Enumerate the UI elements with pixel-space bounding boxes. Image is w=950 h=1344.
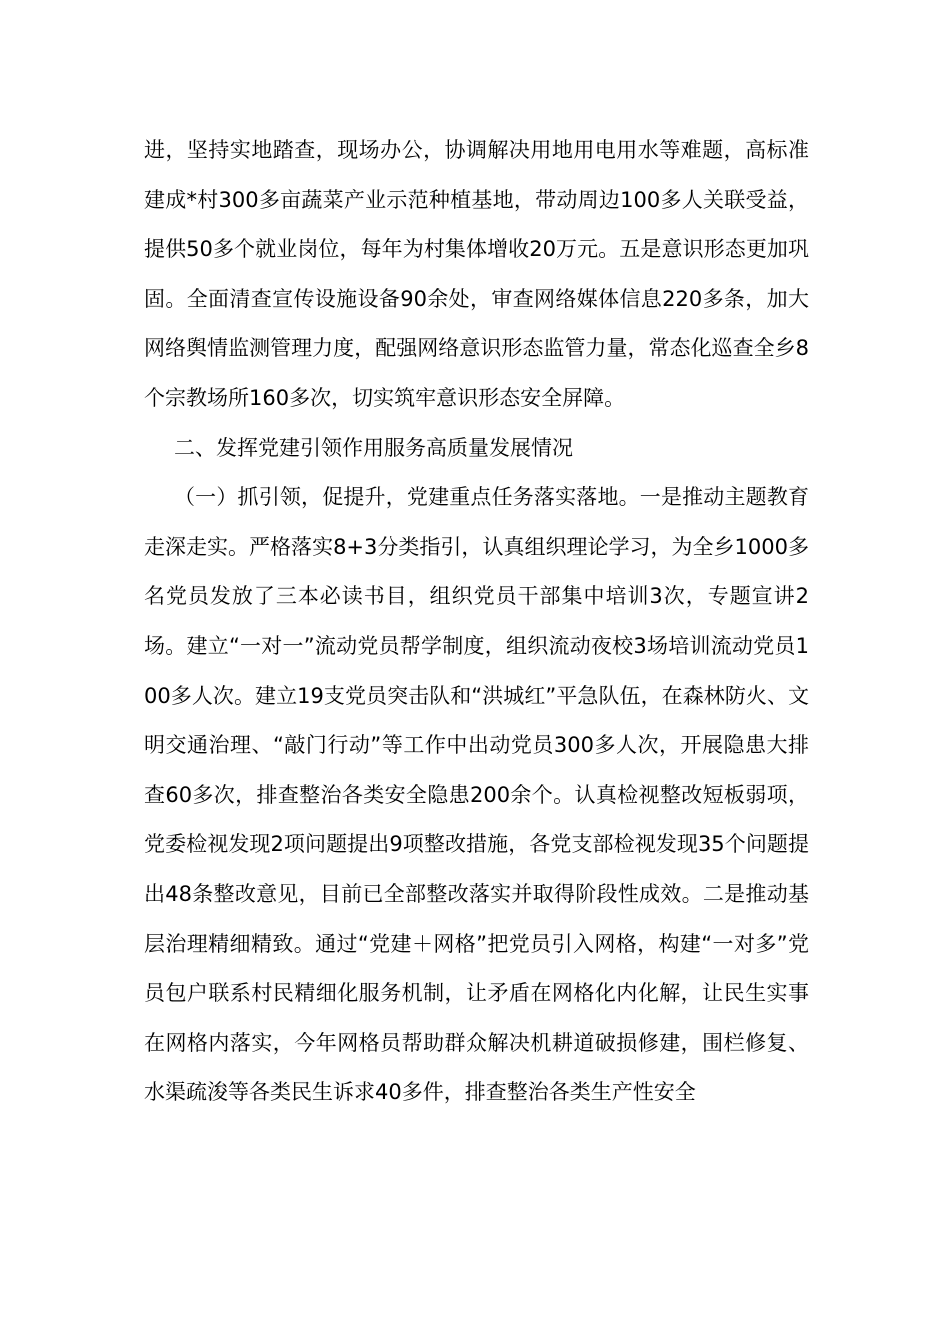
section-heading: 二、发挥党建引领作用服务高质量发展情况 bbox=[174, 435, 573, 460]
paragraph-subsection-one: （一）抓引领，促提升，党建重点任务落实落地。一是推动主题教育走深走实。严格落实8+3分类指引，认真组织理论学习，为全乡1000多名党员发放了三本必读书目，组织党员干部集中培训3次，专题宣讲2场。建立“一对一”流动党员帮学制度，组织流动夜校3场培训流动党员100多人次。建立19支党员突击队和“洪城红”平急队伍，在森林防火、文明交通治理、“敲门行动”等工作中出动党员300多人次，开展隐患大排查60多次，排查整治各类安全隐患200余个。认真检视整改短板弱项，党委检视发现2项问题提出9项整改措施，各党支部检视发现35个问题提出48条整改意见，目前已全部整改落实并取得阶段性成效。二是推动基层治理精细精致。通过“党建＋网格”把党员引入网格，构建“一对多”党员包户联系村民精细化服务机制，让矛盾在网格化内化解，让民生实事在网格内落实，今年网格员帮助群众解决机耕道破损修建，围栏修复、水渠疏浚等各类民生诉求40多件，排查整治各类生产性安全 bbox=[144, 485, 809, 1105]
paragraph-continuation: 进，坚持实地踏查，现场办公，协调解决用地用电用水等难题，高标准建成*村300多亩蔬菜产业示范种植基地，带动周边100多人关联受益，提供50多个就业岗位，每年为村集体增收20万元。五是意识形态更加巩固。全面清查宣传设施设备90余处，审查网络媒体信息220多条，加大网络舆情监测管理力度，配强网络意识形态监管力量，常态化巡查全乡8个宗教场所160多次，切实筑牢意识形态安全屏障。 bbox=[144, 138, 809, 410]
document-body bbox=[144, 126, 809, 1118]
